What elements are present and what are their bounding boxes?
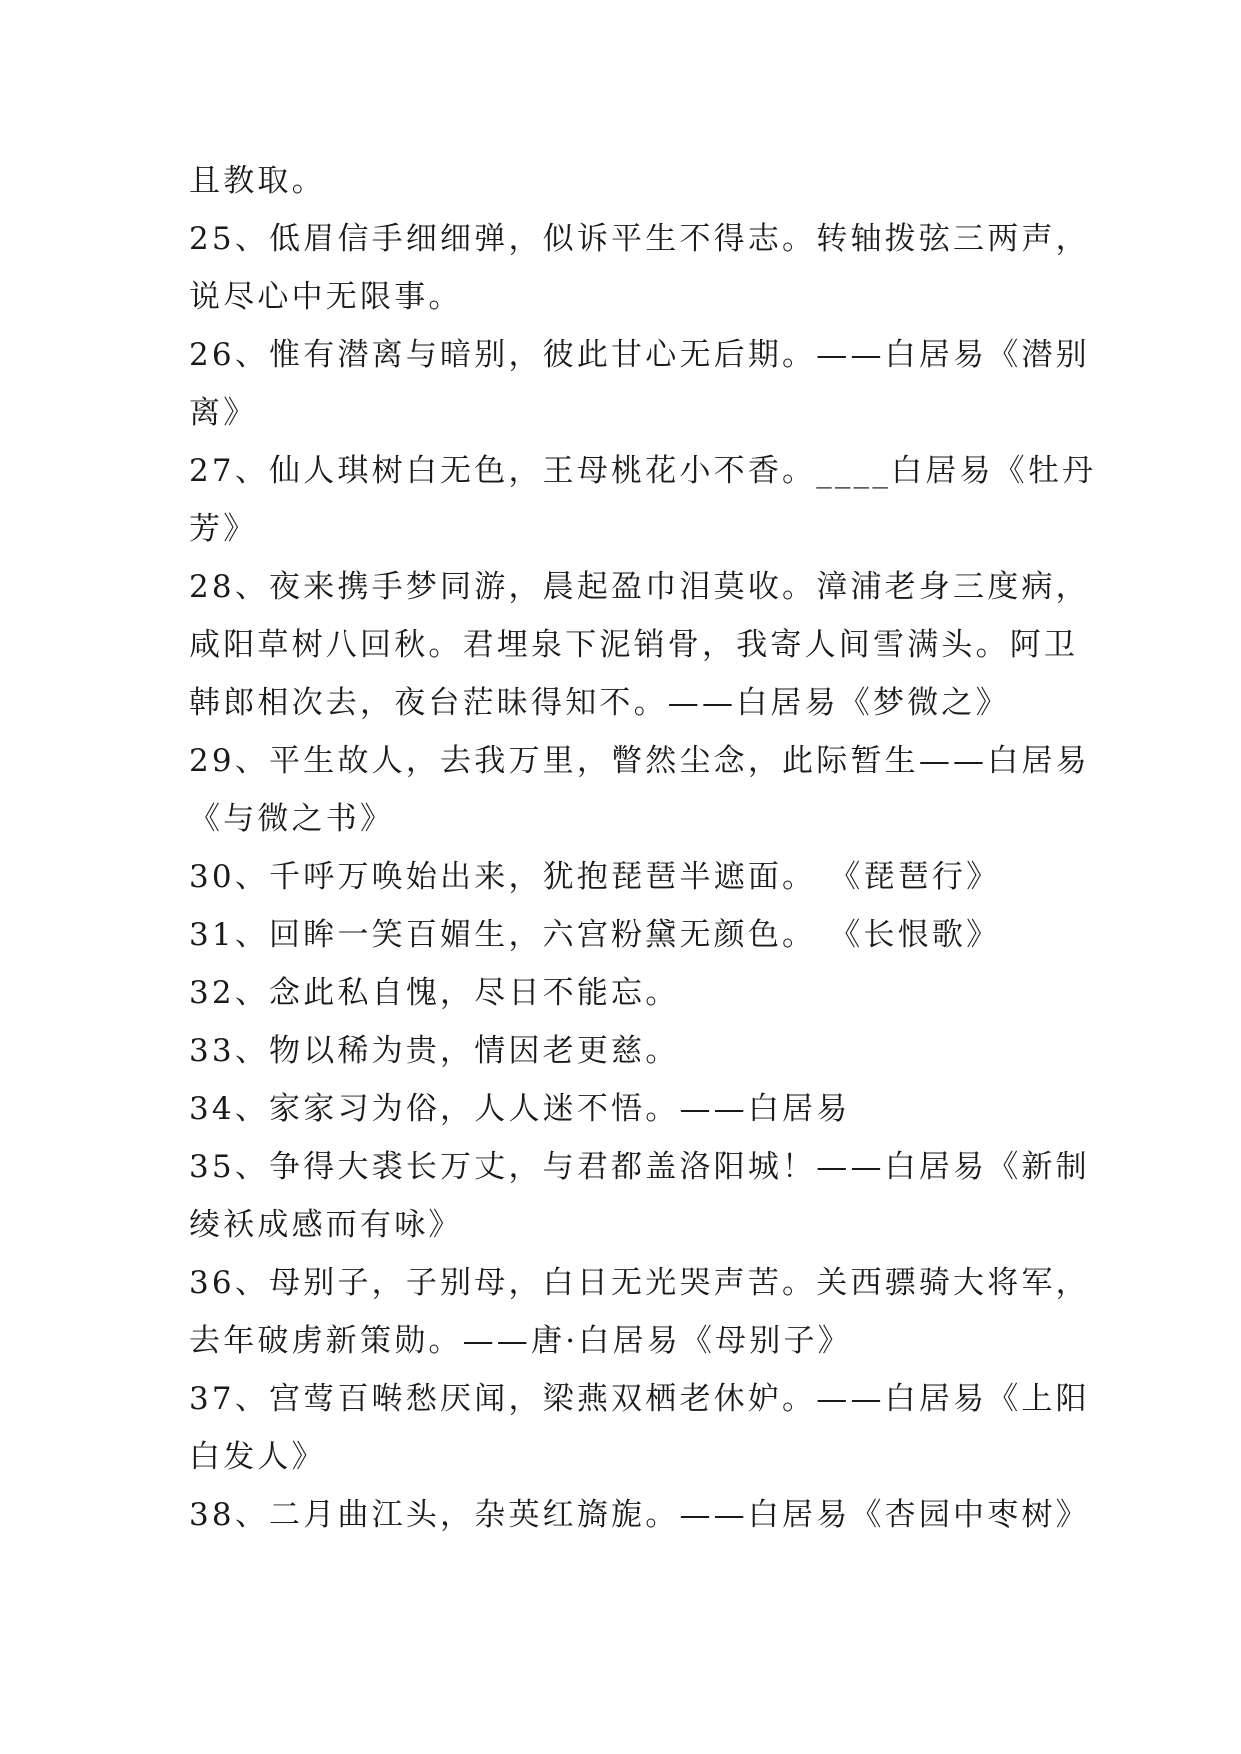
text-line: 咸阳草树八回秋。君埋泉下泥销骨，我寄人间雪满头。阿卫: [189, 627, 1079, 663]
text-line: 《与微之书》: [189, 801, 395, 837]
text-line: 29、平生故人，去我万里，瞥然尘念，此际暂生——白居易: [189, 743, 1090, 779]
poem-text-block: [189, 152, 1097, 1544]
text-line: 33、物以稀为贵，情因老更慈。: [189, 1033, 680, 1069]
text-line: 35、争得大裘长万丈，与君都盖洛阳城！——白居易《新制: [189, 1149, 1090, 1185]
text-line: 25、低眉信手细细弹，似诉平生不得志。转轴拨弦三两声，: [189, 221, 1090, 257]
text-line: 说尽心中无限事。: [189, 279, 463, 315]
text-line: 芳》: [189, 511, 258, 547]
text-line: 30、千呼万唤始出来，犹抱琵琶半遮面。 《琵琶行》: [189, 859, 1001, 895]
text-line: 31、回眸一笑百媚生，六宫粉黛无颜色。 《长恨歌》: [189, 917, 1001, 953]
text-line: 且教取。: [189, 163, 326, 199]
text-line: 去年破虏新策勋。——唐·白居易《母别子》: [189, 1323, 852, 1359]
text-line: 36、母别子，子别母，白日无光哭声苦。关西骠骑大将军，: [189, 1265, 1090, 1301]
text-line: 离》: [189, 395, 258, 431]
text-line: 38、二月曲江头，杂英红旖旎。——白居易《杏园中枣树》: [189, 1497, 1090, 1533]
text-line: 26、惟有潜离与暗别，彼此甘心无后期。——白居易《潜别: [189, 337, 1090, 373]
text-line: 白发人》: [189, 1439, 326, 1475]
text-line: 34、家家习为俗，人人迷不悟。——白居易: [189, 1091, 851, 1127]
text-line: 韩郎相次去，夜台茫昧得知不。——白居易《梦微之》: [189, 685, 1010, 721]
text-line: 27、仙人琪树白无色，王母桃花小不香。____白居易《牡丹: [189, 453, 1097, 489]
text-line: 32、念此私自愧，尽日不能忘。: [189, 975, 680, 1011]
text-line: 绫袄成感而有咏》: [189, 1207, 463, 1243]
text-line: 28、夜来携手梦同游，晨起盈巾泪莫收。漳浦老身三度病，: [189, 569, 1090, 605]
text-line: 37、宫莺百啭愁厌闻，梁燕双栖老休妒。——白居易《上阳: [189, 1381, 1090, 1417]
